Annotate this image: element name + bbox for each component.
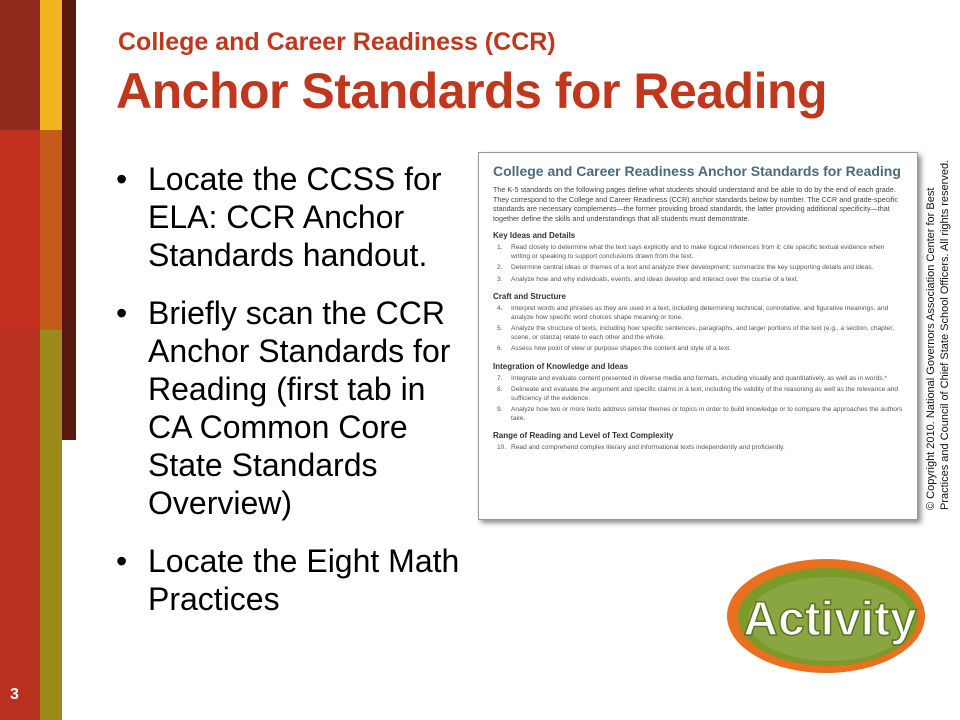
standard-text: Read and comprehend complex literary and informational texts independently and proficiently. — [511, 444, 785, 451]
document-title: College and Career Readiness Anchor Standards for Reading — [493, 163, 901, 179]
bullet-text: Briefly scan the CCR Anchor Standards for Reading (first tab in CA Common Core State Standards Overview) — [148, 295, 451, 521]
copyright-line-1: © Copyright 2010. National Governors Association Center for Best — [925, 187, 937, 510]
standard-number: 1. — [497, 244, 503, 251]
standard-text: Read closely to determine what the text says explicitly and to make logical inferences from it; cite specific textual evidence when writing or speaking to support conclusions drawn from the text. — [511, 244, 885, 260]
document-standard-item — [493, 375, 903, 384]
side-band-top — [0, 0, 40, 130]
bullet-item — [108, 542, 468, 618]
bullet-dot: • — [116, 543, 128, 579]
document-section-heading: Integration of Knowledge and Ideas — [493, 361, 629, 371]
side-stripe-dark — [62, 0, 76, 440]
document-standard-item — [493, 386, 903, 403]
side-band-bottom — [0, 330, 40, 720]
standard-text: Analyze how two or more texts address similar themes or topics in order to build knowledge or to compare the approaches the authors take. — [511, 406, 903, 422]
standard-text: Analyze the structure of texts, including how specific sentences, paragraphs, and larger portions of the text (e.g., a section, chapter, scene, or stanza) relate to each other and the whole. — [511, 325, 895, 341]
bullet-item — [108, 160, 468, 274]
document-standard-item — [493, 276, 903, 285]
bullet-item — [108, 294, 468, 522]
activity-logo-icon — [724, 556, 928, 676]
bullet-dot: • — [116, 161, 128, 197]
standard-number: 8. — [497, 386, 503, 393]
slide-title: Anchor Standards for Reading — [116, 63, 828, 119]
standard-number: 4. — [497, 305, 503, 312]
slide-subtitle: College and Career Readiness (CCR) — [118, 28, 556, 56]
standards-document-image — [478, 152, 918, 520]
bullet-list — [108, 160, 468, 638]
standard-text: Analyze how and why individuals, events, and ideas develop and interact over the course of a text. — [511, 275, 799, 283]
standard-text: Determine central ideas or themes of a text and analyze their development; summarize the key supporting details and ideas. — [511, 264, 874, 271]
document-standard-item — [493, 406, 903, 423]
standard-number: 10. — [497, 444, 507, 451]
side-stripe-gold — [40, 0, 62, 130]
document-standard-item — [493, 244, 903, 261]
standard-number: 7. — [497, 374, 503, 382]
side-stripe-orange — [40, 130, 62, 330]
document-standard-item — [493, 345, 903, 354]
document-standard-item — [493, 305, 903, 322]
document-section-heading: Craft and Structure — [493, 292, 566, 301]
page-number: 3 — [10, 686, 19, 703]
document-standard-item — [493, 325, 903, 342]
document-section-heading: Range of Reading and Level of Text Complexity — [493, 431, 674, 440]
side-stripe-olive — [40, 330, 62, 720]
standard-number: 3. — [497, 275, 503, 283]
activity-logo-text: Activity — [743, 593, 917, 646]
copyright-line-2: Practices and Council of Chief State School Officers. All rights reserved. — [939, 159, 951, 510]
bullet-text: Locate the Eight Math Practices — [148, 543, 460, 617]
standard-text: Assess how point of view or purpose shapes the content and style of a text. — [511, 345, 731, 352]
standard-number: 6. — [497, 345, 503, 352]
standard-text: Delineate and evaluate the argument and specific claims in a text, including the validity of the reasoning as well as the relevance and sufficiency of the evidence. — [511, 386, 899, 402]
document-intro: The K-5 standards on the following pages define what students should understand and be able to do by the end of each grade. They correspond to the College and Career Readiness (CCR) anchor standards below by number. The CCR and grade-specific standards are necessary complements—the former providing broad standards, the latter providing additional specificity—that together define the skills and understandings that all students must demonstrate. — [493, 185, 898, 223]
standard-text: Interpret words and phrases as they are used in a text, including determining technical, connotative, and figurative meanings, and analyze how specific word choices shape meaning or tone. — [511, 305, 889, 321]
standard-number: 2. — [497, 264, 503, 271]
document-standard-item — [493, 264, 903, 273]
document-standard-item — [493, 444, 903, 453]
side-band-middle — [0, 130, 40, 330]
bullet-text: Locate the CCSS for ELA: CCR Anchor Standards handout. — [148, 161, 442, 273]
standard-number: 5. — [497, 325, 503, 332]
copyright-notice — [924, 150, 952, 510]
standard-text: Integrate and evaluate content presented in diverse media and formats, including visually and quantitatively, as well as in words.* — [511, 374, 887, 382]
standard-number: 9. — [497, 406, 503, 413]
bullet-dot: • — [116, 295, 128, 331]
document-section-heading: Key Ideas and Details — [493, 231, 576, 240]
document-sections — [493, 231, 903, 453]
